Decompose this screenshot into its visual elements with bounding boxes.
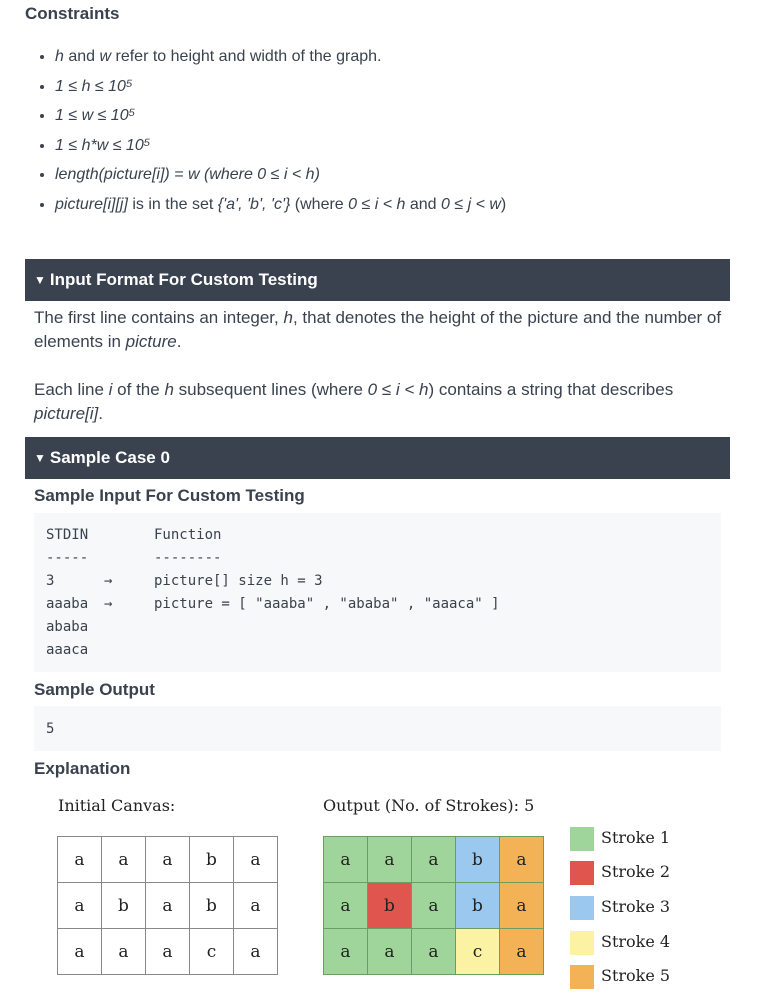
paragraph-text: ) contains a string that describes xyxy=(428,380,674,399)
constraint-text: 0 ≤ i < h xyxy=(348,195,406,213)
paragraph-text: . xyxy=(176,332,182,351)
grid-cell: a xyxy=(500,929,544,975)
list-item xyxy=(55,131,506,161)
grid-row xyxy=(58,929,278,975)
grid-cell: a xyxy=(500,837,544,883)
sample-case-title: Sample Case 0 xyxy=(49,448,170,467)
constraint-text: and xyxy=(405,195,441,213)
paragraph-text: Each line xyxy=(34,380,109,399)
grid-cell: a xyxy=(146,929,190,975)
grid-cell: a xyxy=(58,929,102,975)
grid-cell: a xyxy=(146,883,190,929)
legend-swatch xyxy=(570,896,594,920)
grid-cell: b xyxy=(190,883,234,929)
grid-cell: a xyxy=(234,837,278,883)
paragraph-text: i xyxy=(108,380,113,399)
input-format-section-toggle[interactable] xyxy=(25,259,730,301)
constraint-text: is in the set xyxy=(127,195,218,213)
paragraph-text: picture xyxy=(125,332,177,351)
code-line xyxy=(46,524,222,547)
grid-cell: a xyxy=(324,929,368,975)
constraint-text: 0 ≤ j < w xyxy=(441,195,501,213)
grid-cell: a xyxy=(412,929,456,975)
grid-row xyxy=(324,929,544,975)
legend-label: Stroke 3 xyxy=(601,897,671,916)
initial-canvas-grid xyxy=(57,836,278,975)
grid-cell: a xyxy=(368,929,412,975)
grid-cell: a xyxy=(234,929,278,975)
paragraph-text: of the xyxy=(112,380,165,399)
grid-row xyxy=(324,837,544,883)
grid-cell: a xyxy=(324,883,368,929)
sample-input-heading: Sample Input For Custom Testing xyxy=(34,486,305,505)
grid-cell: a xyxy=(500,883,544,929)
constraint-text: 1 ≤ w ≤ 10⁵ xyxy=(55,107,136,124)
grid-cell: a xyxy=(102,929,146,975)
code-line xyxy=(46,570,323,593)
grid-cell: b xyxy=(102,883,146,929)
constraint-text: ) xyxy=(500,195,507,213)
grid-cell: a xyxy=(102,837,146,883)
grid-cell: c xyxy=(456,929,500,975)
paragraph-text: , that denotes the height of the picture and the number of elements in xyxy=(34,308,722,351)
sample-input-code-block xyxy=(34,513,721,672)
stdin-rule: ----- xyxy=(46,550,89,566)
function-value: picture = [ "aaaba" , "ababa" , "aaaca" ] xyxy=(154,596,500,612)
sample-output-heading: Sample Output xyxy=(34,680,155,699)
grid-cell: c xyxy=(190,929,234,975)
paragraph-text: h xyxy=(164,380,174,399)
code-line xyxy=(46,547,222,570)
legend-label: Stroke 5 xyxy=(601,966,671,985)
grid-cell: b xyxy=(456,837,500,883)
constraint-text: refer to height and width of the graph. xyxy=(111,48,382,65)
constraint-text: and xyxy=(63,48,100,65)
list-item xyxy=(55,42,506,72)
grid-cell: a xyxy=(234,883,278,929)
legend-label: Stroke 4 xyxy=(601,932,671,951)
list-item xyxy=(55,72,506,102)
constraint-text: {'a', 'b', 'c'} xyxy=(217,195,291,213)
legend-swatch xyxy=(570,827,594,851)
grid-cell: a xyxy=(368,837,412,883)
grid-row xyxy=(58,883,278,929)
code-line xyxy=(46,639,88,662)
constraint-text: picture[i][j] xyxy=(55,195,128,213)
legend-swatch xyxy=(570,965,594,989)
output-value: 5 xyxy=(46,721,55,737)
paragraph-text: . xyxy=(98,404,103,423)
constraint-text: w xyxy=(99,48,112,65)
paragraph-text: The first line contains an integer, xyxy=(34,308,284,327)
initial-canvas-label: Initial Canvas: xyxy=(58,796,176,815)
grid-cell: a xyxy=(324,837,368,883)
function-value: picture[] size h = 3 xyxy=(154,573,323,589)
grid-cell: b xyxy=(456,883,500,929)
constraints-heading: Constraints xyxy=(25,4,120,23)
constraint-text: h xyxy=(55,48,64,65)
grid-cell: a xyxy=(58,837,102,883)
code-line xyxy=(46,593,500,616)
grid-cell: b xyxy=(368,883,412,929)
caret-down-icon: ▼ xyxy=(34,273,46,287)
constraint-text: length(picture[i]) = w (where 0 ≤ i < h) xyxy=(55,166,320,183)
paragraph-text: 0 ≤ i < h xyxy=(367,380,429,399)
grid-cell: a xyxy=(146,837,190,883)
paragraph-text: h xyxy=(283,308,293,327)
function-header: Function xyxy=(154,527,222,543)
sample-case-section-toggle[interactable] xyxy=(25,437,730,479)
list-item xyxy=(55,160,506,190)
grid-cell: b xyxy=(190,837,234,883)
paragraph-text: picture[i] xyxy=(34,404,99,423)
input-format-paragraph-2 xyxy=(34,378,724,426)
constraints-list xyxy=(30,42,506,219)
legend-label: Stroke 1 xyxy=(601,828,671,847)
stdin-value: aaaba xyxy=(46,596,89,612)
stdin-value: ababa xyxy=(46,619,89,635)
grid-row xyxy=(324,883,544,929)
grid-row xyxy=(58,837,278,883)
output-canvas-grid xyxy=(323,836,544,975)
constraint-text: 1 ≤ h*w ≤ 10⁵ xyxy=(55,136,151,154)
stdin-header: STDIN xyxy=(46,527,89,543)
list-item xyxy=(55,190,506,220)
constraint-text: 1 ≤ h ≤ 10⁵ xyxy=(55,77,133,95)
paragraph-text: subsequent lines (where xyxy=(173,380,368,399)
output-label: Output (No. of Strokes): 5 xyxy=(323,796,535,815)
sample-output-code-block xyxy=(34,706,721,751)
arrow-icon: → xyxy=(104,596,113,612)
arrow-icon: → xyxy=(104,573,113,589)
grid-cell: a xyxy=(58,883,102,929)
explanation-heading: Explanation xyxy=(34,759,131,778)
function-rule: -------- xyxy=(154,550,222,566)
stdin-value: 3 xyxy=(46,573,55,589)
legend-swatch xyxy=(570,931,594,955)
input-format-paragraph-1 xyxy=(34,306,724,354)
grid-cell: a xyxy=(412,883,456,929)
list-item xyxy=(55,101,506,131)
caret-down-icon: ▼ xyxy=(34,451,46,465)
grid-cell: a xyxy=(412,837,456,883)
constraint-text: (where xyxy=(290,195,349,213)
legend-label: Stroke 2 xyxy=(601,862,671,881)
legend-swatch xyxy=(570,861,594,885)
code-line xyxy=(46,616,88,639)
input-format-title: Input Format For Custom Testing xyxy=(49,270,318,289)
stdin-value: aaaca xyxy=(46,642,89,658)
